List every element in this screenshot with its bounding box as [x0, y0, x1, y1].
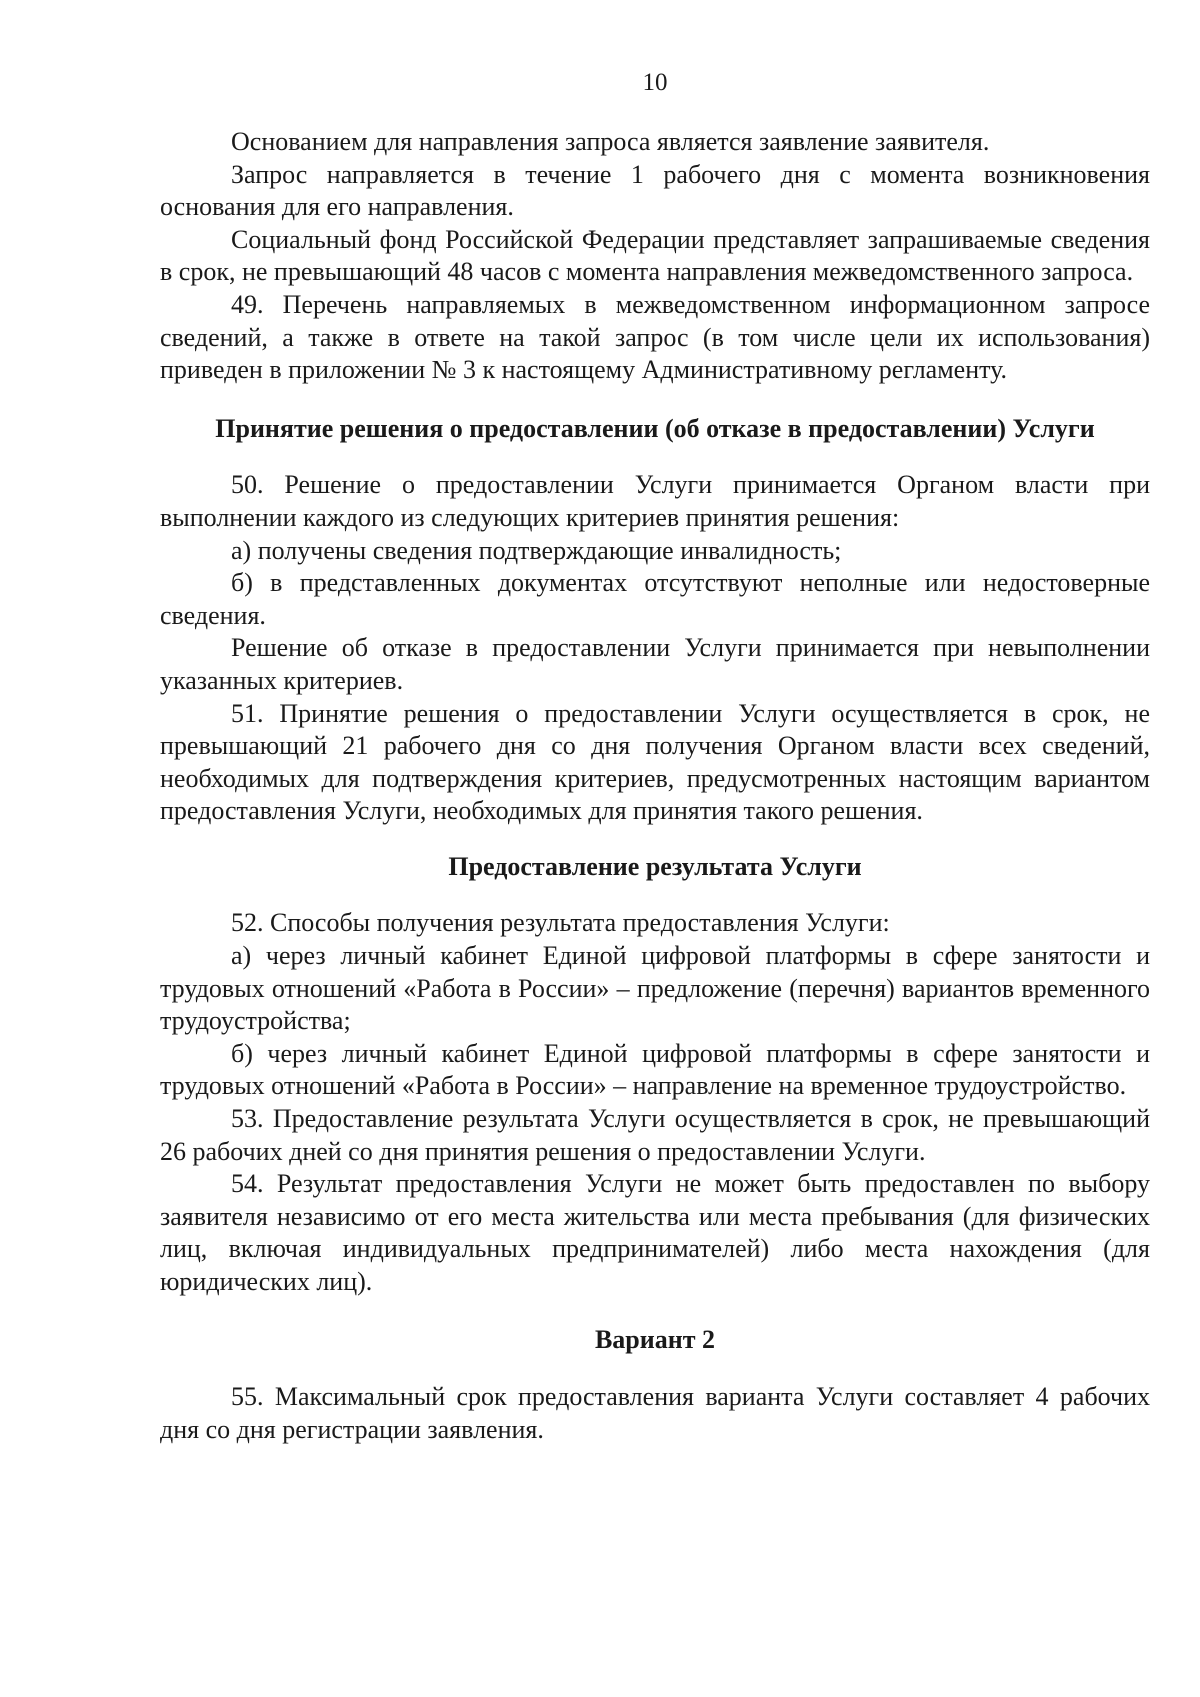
section-heading-variant-2: Вариант 2 [594, 1324, 716, 1354]
section-heading-result: Предоставление результата Услуги [448, 851, 862, 881]
document-body [160, 126, 1150, 1446]
paragraph-request-timing: Запрос направляется в течение 1 рабочего дня с момента возникновения основания для его направления. [160, 159, 1150, 222]
paragraph-refusal-decision: Решение об отказе в предоставлении Услуги принимается при невыполнении указанных критериев. [160, 633, 1150, 695]
paragraph-social-fund: Социальный фонд Российской Федерации представляет запрашиваемые сведения в срок, не превышающий 48 часов с момента направления межведомственного запроса. [160, 224, 1150, 287]
paragraph-clause-54: 54. Результат предоставления Услуги не может быть предоставлен по выбору заявителя независимо от его места жительства или места пребывания (для физических лиц, включая индивидуальных предпринимателей) либо места нахождения (для юридических лиц). [160, 1169, 1150, 1296]
list-item-a-job-offers: а) через личный кабинет Единой цифровой платформы в сфере занятости и трудовых отношений «Работа в России» – предложение (перечня) вариантов временного трудоустройства; [160, 941, 1150, 1036]
list-item-b-referral: б) через личный кабинет Единой цифровой платформы в сфере занятости и трудовых отношений «Работа в России» – направление на временное трудоустройство. [160, 1038, 1150, 1101]
paragraph-clause-53: 53. Предоставление результата Услуги осуществляется в срок, не превышающий 26 рабочих дней со дня принятия решения о предоставлении Услуги. [160, 1104, 1150, 1166]
section-heading-decision: Принятие решения о предоставлении (об отказе в предоставлении) Услуги [215, 413, 1095, 443]
list-item-a-disability: а) получены сведения подтверждающие инвалидность; [231, 535, 842, 565]
paragraph-request-basis: Основанием для направления запроса является заявление заявителя. [231, 127, 990, 156]
paragraph-clause-49: 49. Перечень направляемых в межведомственном информационном запросе сведений, а также в ответе на такой запрос (в том числе цели их использования) приведен в приложении № 3 к настоящему Административному регламенту. [160, 289, 1150, 385]
paragraph-clause-50: 50. Решение о предоставлении Услуги принимается Органом власти при выполнении каждого из следующих критериев принятия решения: [160, 470, 1150, 532]
paragraph-clause-52: 52. Способы получения результата предоставления Услуги: [231, 908, 890, 938]
list-item-b-documents: б) в представленных документах отсутствуют неполные или недостоверные сведения. [160, 568, 1150, 630]
page-number: 10 [642, 69, 668, 96]
paragraph-clause-55: 55. Максимальный срок предоставления варианта Услуги составляет 4 рабочих дня со дня регистрации заявления. [160, 1382, 1150, 1444]
paragraph-clause-51: 51. Принятие решения о предоставлении Услуги осуществляется в срок, не превышающий 21 рабочего дня со дня получения Органом власти всех сведений, необходимых для подтверждения критериев, предусмотренных настоящим вариантом предоставления Услуги, необходимых для принятия такого решения. [160, 698, 1150, 826]
